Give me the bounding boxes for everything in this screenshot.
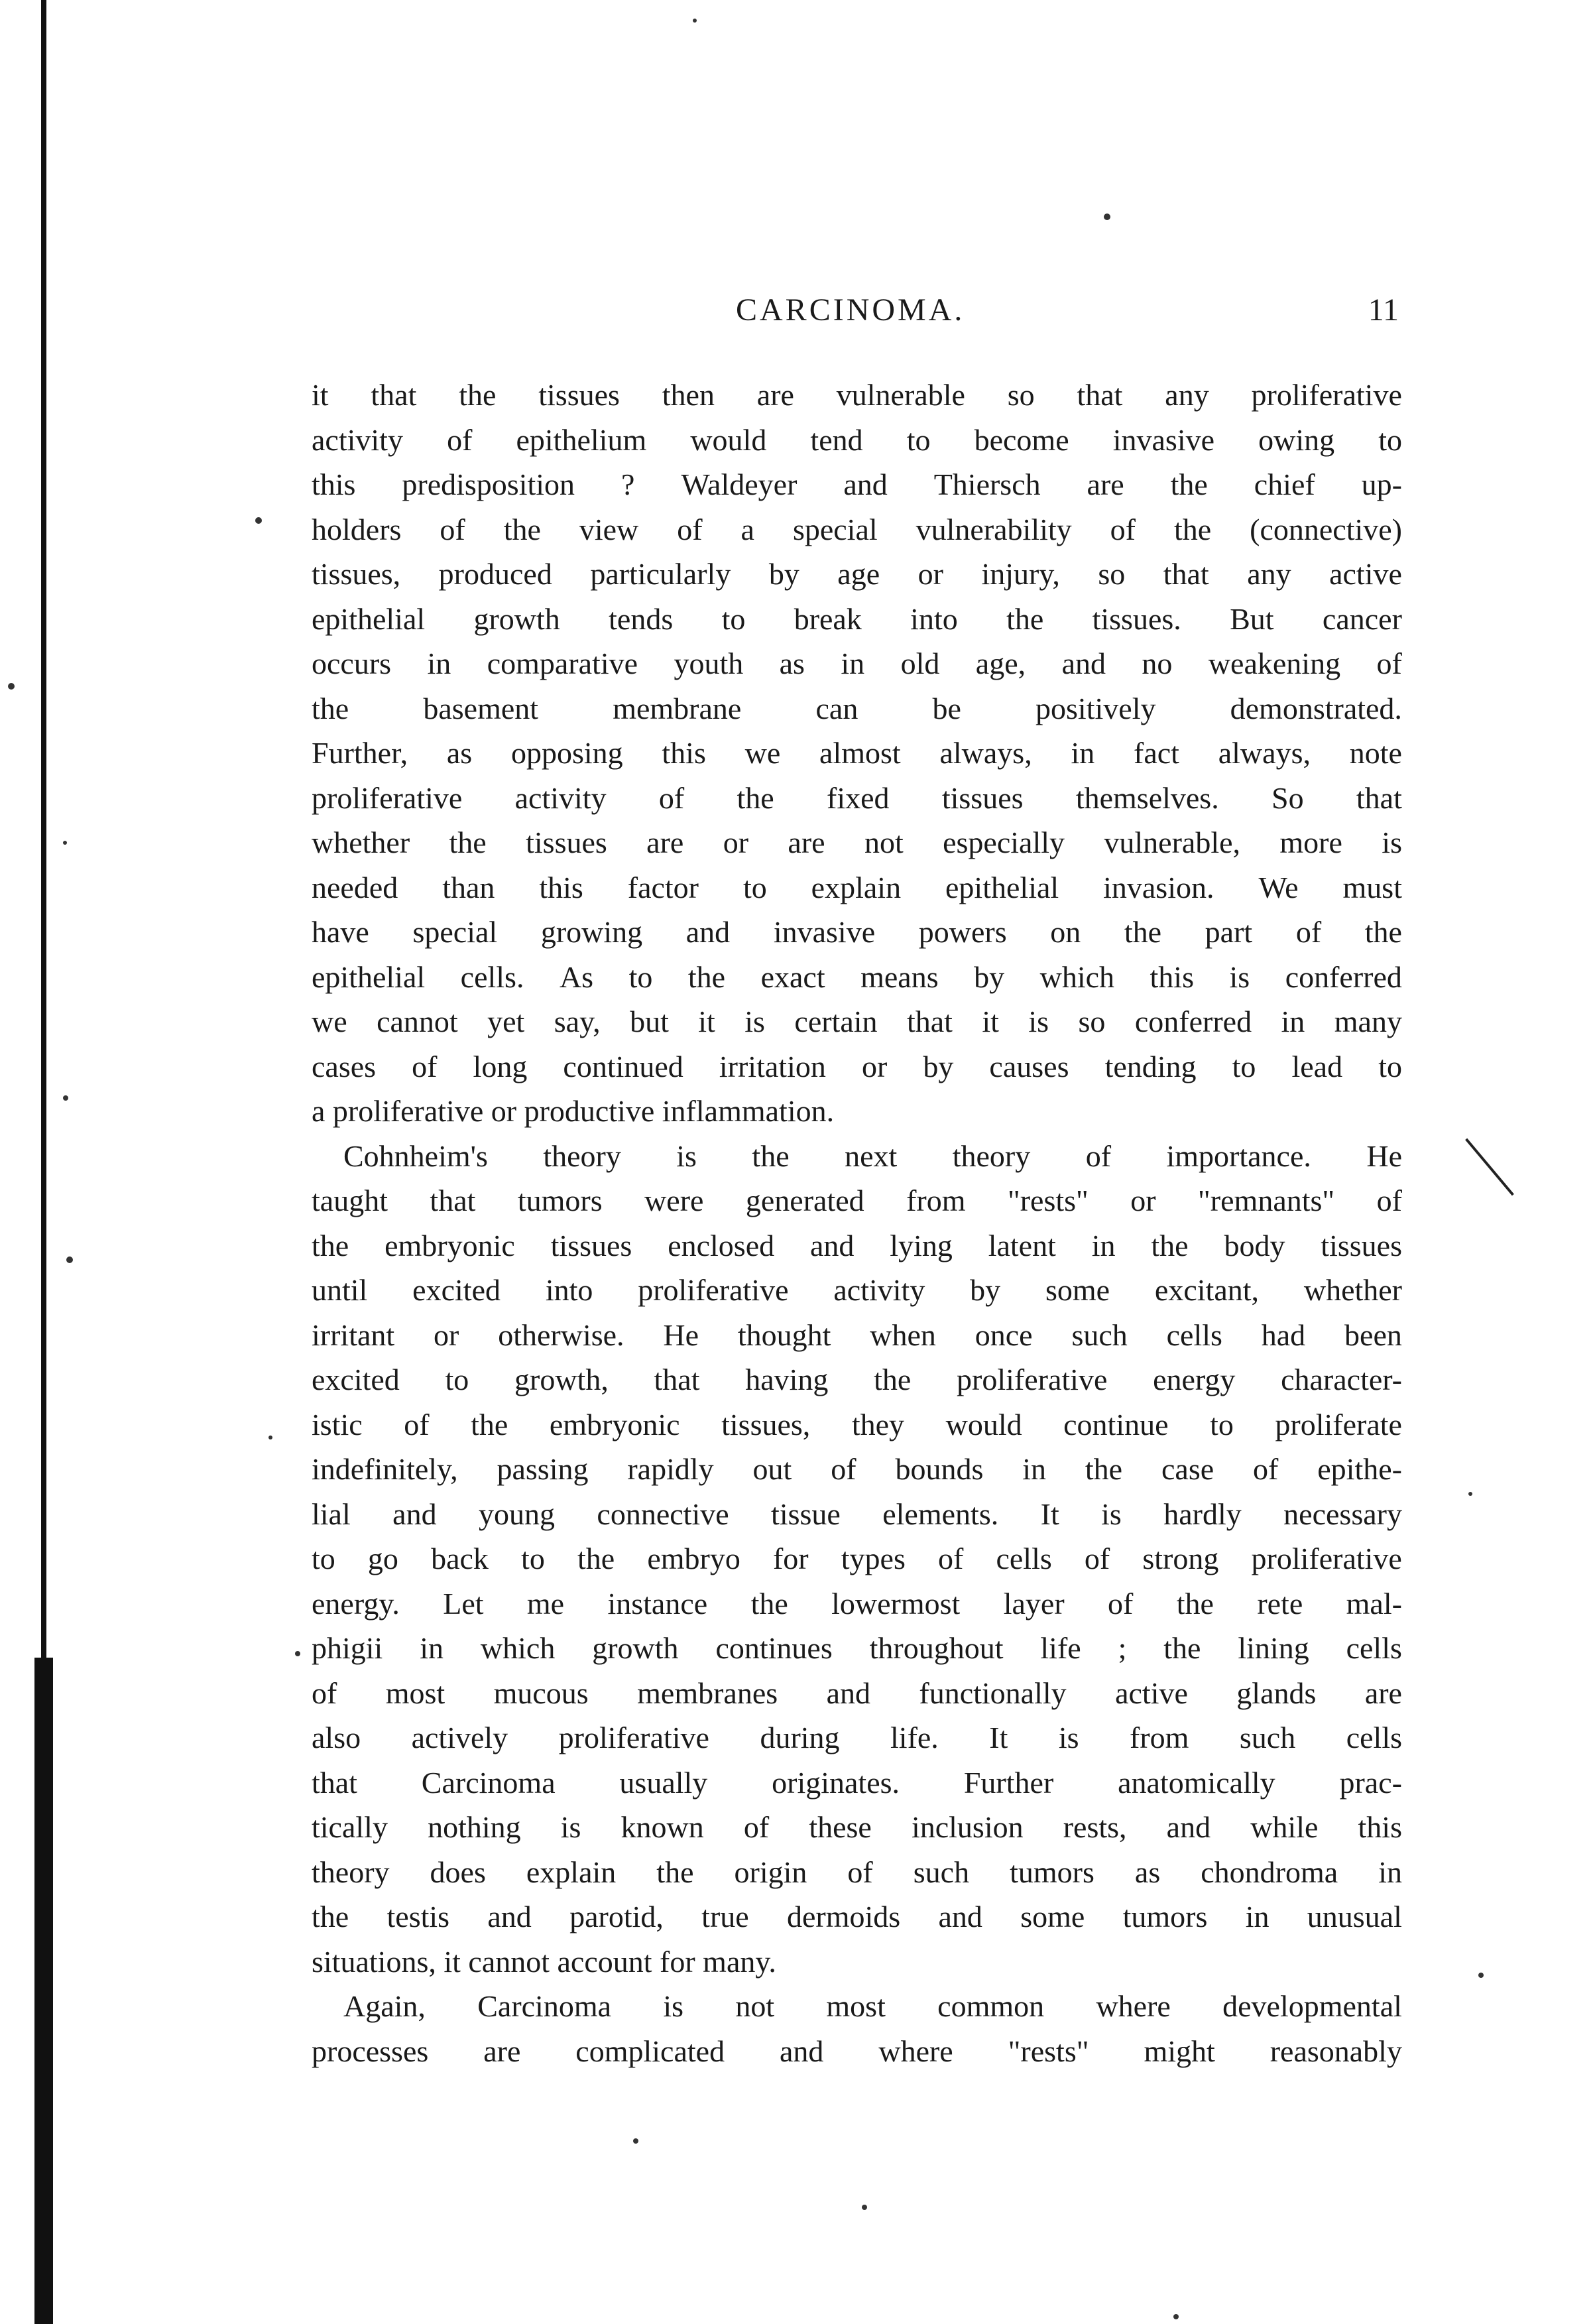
text-line: it that the tissues then are vulnerable so that any proliferative [312, 378, 1402, 412]
text-line: a proliferative or productive inflammation. [312, 1094, 835, 1128]
text-line: lial and young connective tissue elements. It is hardly necessary [312, 1497, 1402, 1531]
text-line: that Carcinoma usually originates. Further anatomically prac- [312, 1765, 1402, 1800]
text-line: cases of long continued irritation or by causes tending to lead to [312, 1049, 1402, 1083]
text-line: have special growing and invasive powers on the part of the [312, 915, 1402, 949]
page-number: 11 [1368, 292, 1399, 328]
text-line: occurs in comparative youth as in old age, and no weakening of [312, 646, 1402, 680]
text-line: whether the tissues are or are not especially vulnerable, more is [312, 826, 1402, 859]
text-line: phigii in which growth continues throughout life ; the lining cells [312, 1631, 1402, 1665]
scan-speck [63, 841, 67, 845]
scan-speck [1104, 214, 1110, 220]
text-line: processes are complicated and where "rests" might reasonably [312, 2034, 1402, 2068]
running-head: CARCINOMA. [736, 292, 965, 328]
page-binding-edge [0, 0, 60, 2324]
text-line: this predisposition ? Waldeyer and Thiersch are the chief up- [312, 467, 1402, 501]
text-line: to go back to the embryo for types of cells of strong proliferative [312, 1542, 1402, 1575]
text-line: the embryonic tissues enclosed and lying latent in the body tissues [312, 1228, 1402, 1262]
scan-speck [1468, 1492, 1472, 1496]
text-line: theory does explain the origin of such tumors as chondroma in [312, 1855, 1402, 1889]
binding-shadow-dark [34, 1658, 53, 2324]
text-line: Cohnheim's theory is the next theory of importance. He [343, 1138, 1402, 1173]
text-line: tically nothing is known of these inclusion rests, and while this [312, 1810, 1402, 1844]
text-line: irritant or otherwise. He thought when once such cells had been [312, 1317, 1402, 1352]
scan-speck [66, 1256, 73, 1263]
scan-speck [63, 1095, 68, 1101]
text-line: proliferative activity of the fixed tissues themselves. So that [312, 780, 1402, 815]
text-line: indefinitely, passing rapidly out of bounds in the case of epithe- [312, 1452, 1402, 1486]
text-line: energy. Let me instance the lowermost layer of the rete mal- [312, 1586, 1402, 1621]
text-line: Again, Carcinoma is not most common where developmental [343, 1989, 1402, 2023]
scan-speck [1173, 2314, 1179, 2319]
text-line: excited to growth, that having the proliferative energy character- [312, 1363, 1402, 1396]
text-line: epithelial growth tends to break into the tissues. But cancer [312, 601, 1402, 636]
text-line: taught that tumors were generated from "rests" or "remnants" of [312, 1184, 1402, 1217]
text-line: needed than this factor to explain epithelial invasion. We must [312, 870, 1402, 904]
text-line: Further, as opposing this we almost always, in fact always, note [312, 736, 1402, 770]
text-line: epithelial cells. As to the exact means by which this is conferred [312, 959, 1402, 994]
text-line: until excited into proliferative activity by some excitant, whether [312, 1273, 1402, 1307]
scan-speck [268, 1436, 272, 1439]
text-line: tissues, produced particularly by age or injury, so that any active [312, 557, 1402, 591]
scan-speck [295, 1651, 300, 1656]
page-header [312, 292, 1399, 339]
scan-speck [693, 19, 697, 23]
text-line: the testis and parotid, true dermoids and some tumors in unusual [312, 1900, 1402, 1933]
text-line: we cannot yet say, but it is certain that it is so conferred in many [312, 1005, 1402, 1038]
text-line: holders of the view of a special vulnerability of the (connective) [312, 512, 1402, 546]
body-text [312, 373, 1402, 2073]
text-line: also actively proliferative during life. It is from such cells [312, 1721, 1402, 1754]
scan-speck [633, 2138, 638, 2144]
text-line: of most mucous membranes and functionally active glands are [312, 1676, 1402, 1710]
text-line: the basement membrane can be positively demonstrated. [312, 691, 1402, 725]
scan-speck [8, 683, 15, 690]
text-line: situations, it cannot account for many. [312, 1944, 776, 1979]
scan-mark [1465, 1138, 1514, 1196]
text-line: istic of the embryonic tissues, they would continue to proliferate [312, 1407, 1402, 1441]
scan-speck [255, 517, 262, 524]
scan-speck [862, 2205, 867, 2210]
scan-speck [1478, 1973, 1484, 1978]
text-line: activity of epithelium would tend to become invasive owing to [312, 422, 1402, 457]
